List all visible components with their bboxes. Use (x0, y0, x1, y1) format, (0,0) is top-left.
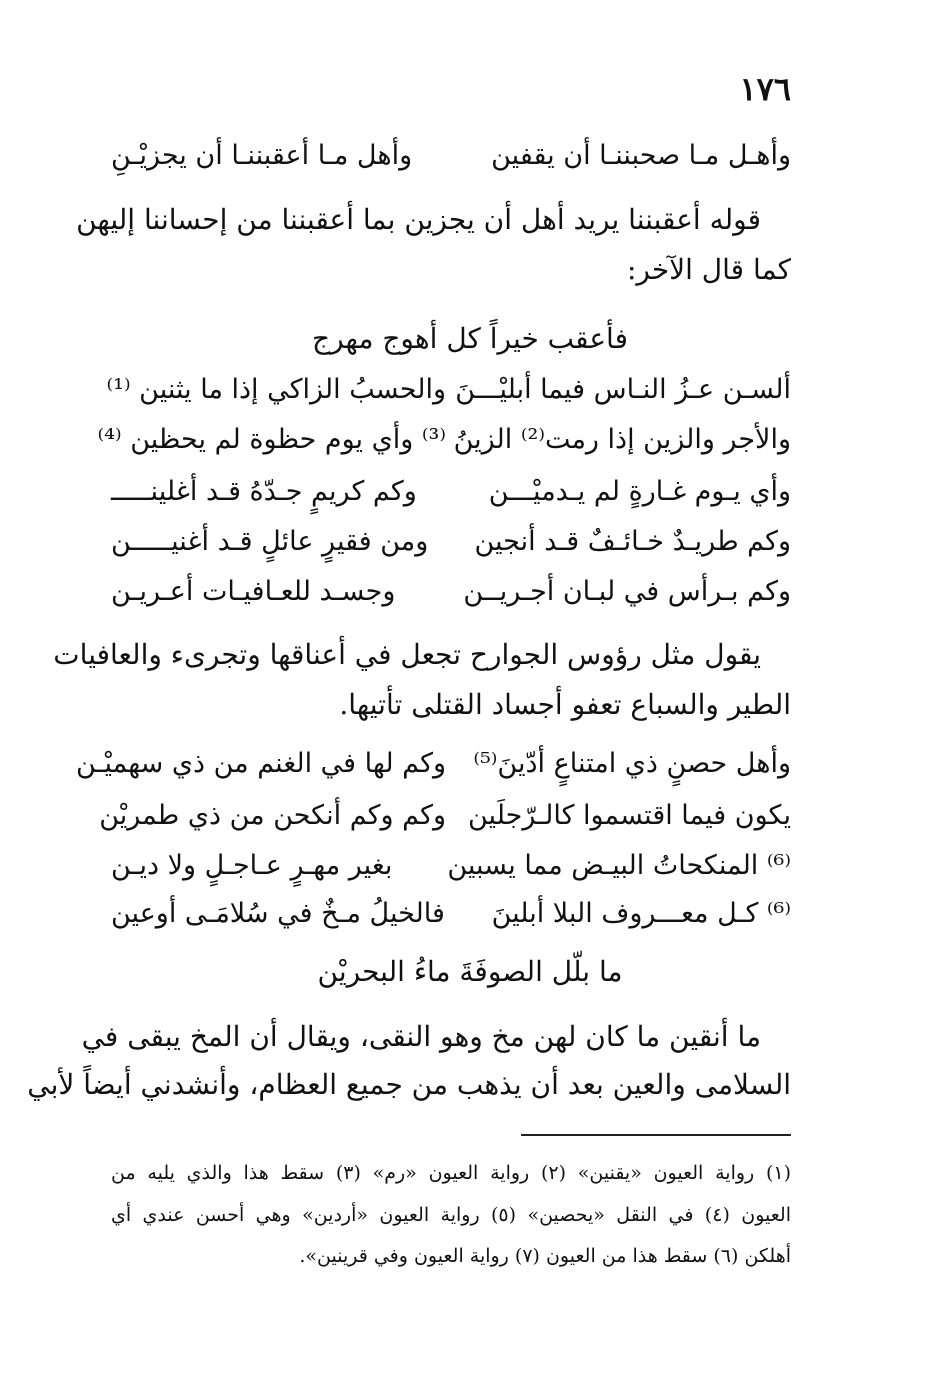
verse-row (111, 576, 791, 620)
verse-second-hemistich: وكم لها في الغنم من ذي سهميْـن (76, 748, 446, 779)
commentary-1-line-1: قوله أعقبننا يريد أهل أن يجزين بما أعقبننا من إحساننا إليهن (76, 203, 761, 236)
verse-first-hemistich: ⁽⁶⁾ كـل معـــروف البلا أبلينَ (491, 898, 791, 929)
commentary-1-line-2: كما قال الآخر: (626, 253, 791, 286)
verse-first-hemistich: ⁽⁶⁾ المنكحاتُ البيـض مما يسبين (447, 850, 791, 881)
commentary-2-line-2: الطير والسباع تعفو أجساد القتلى تأتيها. (339, 688, 791, 721)
verse-first-hemistich: ألسـن عـزُ النـاس فيما أبليْـــنَ (455, 374, 791, 405)
verse-second-hemistich: وجسـد للعـافيـات أعـريـن (111, 576, 396, 607)
half-verse-2: ما بلّل الصوفَةَ ماءُ البحريْن (317, 955, 623, 988)
verse-row (111, 898, 791, 942)
verse-first-hemistich: والأجر والزين إذا رمت⁽²⁾ الزينُ (453, 424, 791, 455)
verse-row (99, 800, 791, 844)
commentary-3-line-1: ما أنقين ما كان لهن مخ وهو النقى، ويقال أن المخ يبقى في (81, 1020, 761, 1053)
verse-second-hemistich: والحسبُ الزاكي إذا ما يثنين ⁽¹⁾ (106, 374, 446, 405)
verse-row (111, 850, 791, 894)
verse-row (106, 374, 791, 418)
verse-opening-first-hemistich: وأهـل مـا صحبننـا أن يقفين (491, 140, 791, 171)
verse-second-hemistich: ومن فقيرٍ عائلٍ قـد أغنيـــــن (111, 526, 429, 557)
verse-first-hemistich: وأهل حصنٍ ذي امتناعٍ أدّينَ⁽⁵⁾ (473, 748, 791, 779)
commentary-3-line-2: السلامى والعين بعد أن يذهب من جميع العظام، وأنشدني أيضاً لأبي (27, 1068, 791, 1101)
verse-opening (111, 140, 791, 184)
verse-second-hemistich: وكم وكم أنكحن من ذي طمريْن (99, 800, 446, 831)
verse-row (97, 424, 791, 468)
verse-second-hemistich: وكم كريمٍ جـدّهُ قـد أغلينـــــ (111, 476, 417, 507)
half-verse-1: فأعقب خيراً كل أهوج مهرج (312, 322, 628, 355)
verse-first-hemistich: يكون فيما اقتسموا كالـرّجلَين (468, 800, 791, 831)
verse-second-hemistich: بغير مهـرٍ عـاجـلٍ ولا ديـن (111, 850, 393, 881)
verse-row (111, 476, 791, 520)
footnote-line-1: (١) رواية العيون «يقنين» (٢) رواية العيون «رم» (٣) سقط هذا والذي يليه من (111, 1162, 792, 1184)
footnote-divider (521, 1134, 791, 1136)
footnote-line-3: أهلكن (٦) سقط هذا من العيون (٧) رواية العيون وفي قرينين». (299, 1245, 791, 1267)
verse-opening-second-hemistich: وأهل مـا أعقبننـا أن يجزيْـنِ (111, 140, 413, 171)
verse-second-hemistich: فالخيلُ مـخٌ في سُلامَـى أوعين (111, 898, 445, 929)
verse-first-hemistich: وكم طريـدٌ خـائـفٌ قـد أنجين (474, 526, 791, 557)
verse-first-hemistich: وأي يـوم غـارةٍ لم يـدميْـــن (488, 476, 791, 507)
commentary-2-line-1: يقول مثل رؤوس الجوارح تجعل في أعناقها وتجرىء والعافيات (53, 638, 761, 671)
verse-first-hemistich: وكم بـرأس في لبـان أجـريــن (463, 576, 791, 607)
verse-row (111, 526, 791, 570)
footnote-line-2: العيون (٤) في النقل «يحصين» (٥) رواية العيون «أردين» وهي أحسن عندي أي (111, 1204, 791, 1226)
verse-second-hemistich: ⁽³⁾ وأي يوم حظوة لم يحظين ⁽⁴⁾ (97, 424, 446, 455)
verse-row (76, 748, 791, 792)
page-number: ١٧٦ (739, 70, 791, 108)
